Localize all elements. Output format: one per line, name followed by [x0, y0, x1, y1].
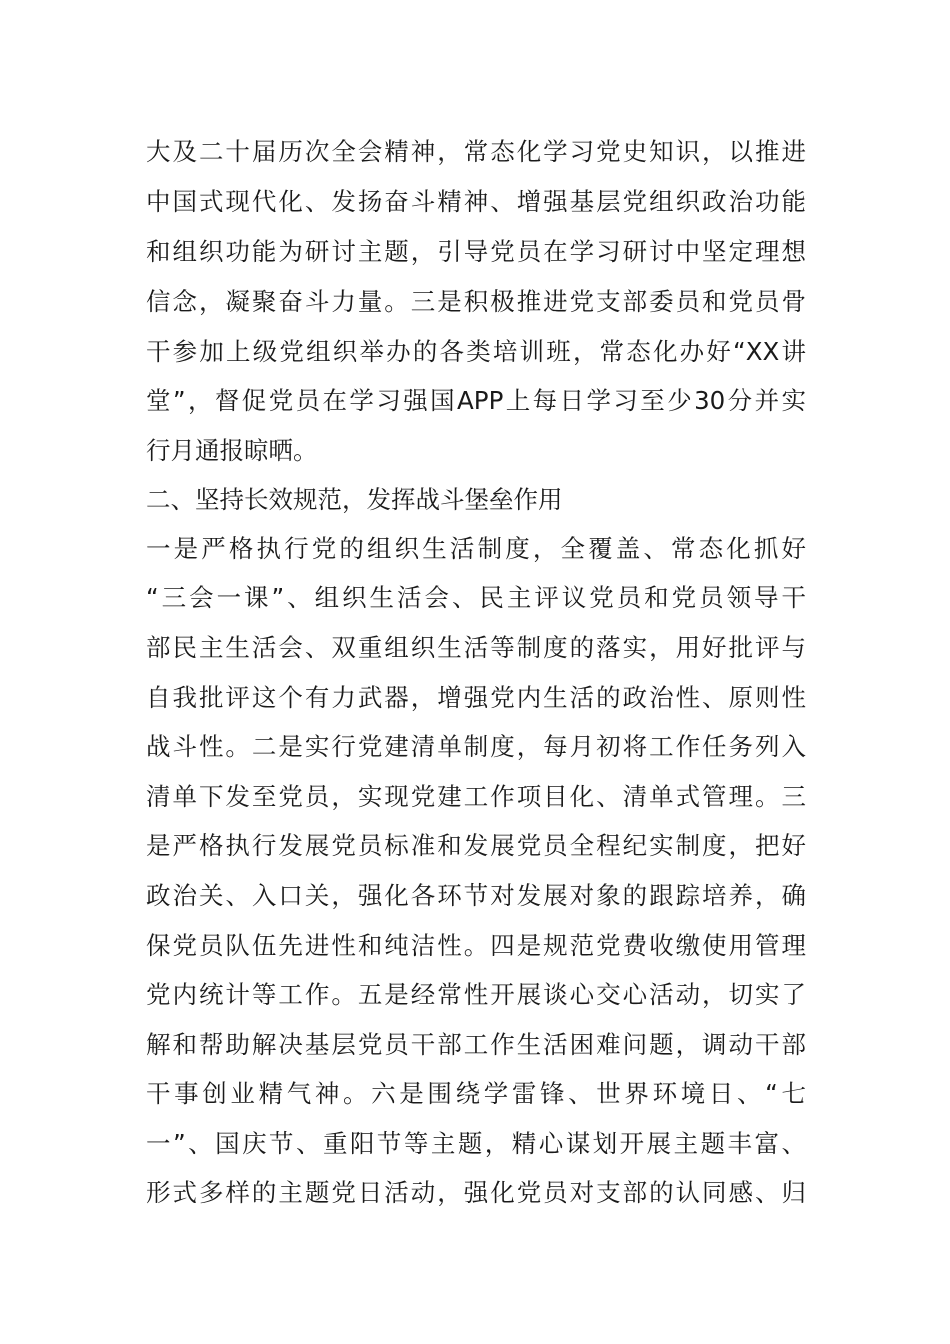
text-line-21: 一”、国庆节、重阳节等主题，精心谋划开展主题丰富、: [146, 1129, 806, 1158]
text-line-7: 行月通报晾晒。: [146, 436, 318, 465]
text-line-14: 清单下发至党员，实现党建工作项目化、清单式管理。三: [146, 782, 806, 811]
text-line-13: 战斗性。二是实行党建清单制度，每月初将工作任务列入: [146, 732, 806, 761]
text-line-18: 党内统计等工作。五是经常性开展谈心交心活动，切实了: [146, 980, 806, 1009]
text-line-4: 信念，凝聚奋斗力量。三是积极推进党支部委员和党员骨: [146, 287, 806, 316]
text-line-12: 自我批评这个有力武器，增强党内生活的政治性、原则性: [146, 683, 806, 712]
section-heading: 二、坚持长效规范，发挥战斗堡垒作用: [146, 485, 563, 514]
text-line-9: 一是严格执行党的组织生活制度，全覆盖、常态化抓好: [146, 534, 806, 563]
text-line-16: 政治关、入口关，强化各环节对发展对象的跟踪培养，确: [146, 881, 806, 910]
text-line-5: 干参加上级党组织举办的各类培训班，常态化办好“XX讲: [146, 337, 806, 366]
text-line-2: 中国式现代化、发扬奋斗精神、增强基层党组织政治功能: [146, 187, 806, 216]
text-line-17: 保党员队伍先进性和纯洁性。四是规范党费收缴使用管理: [146, 931, 806, 960]
text-line-15: 是严格执行发展党员标准和发展党员全程纪实制度，把好: [146, 831, 806, 860]
text-line-20: 干事创业精气神。六是围绕学雷锋、世界环境日、“七: [146, 1079, 806, 1108]
text-line-11: 部民主生活会、双重组织生活等制度的落实，用好批评与: [146, 633, 806, 662]
text-line-1: 大及二十届历次全会精神，常态化学习党史知识，以推进: [146, 137, 806, 166]
text-line-10: “三会一课”、组织生活会、民主评议党员和党员领导干: [146, 583, 806, 612]
text-line-6: 堂”，督促党员在学习强国APP上每日学习至少30分并实: [146, 386, 806, 415]
text-line-3: 和组织功能为研讨主题，引导党员在学习研讨中坚定理想: [146, 237, 806, 266]
text-line-22: 形式多样的主题党日活动，强化党员对支部的认同感、归: [146, 1178, 806, 1207]
text-line-19: 解和帮助解决基层党员干部工作生活困难问题，调动干部: [146, 1030, 806, 1059]
